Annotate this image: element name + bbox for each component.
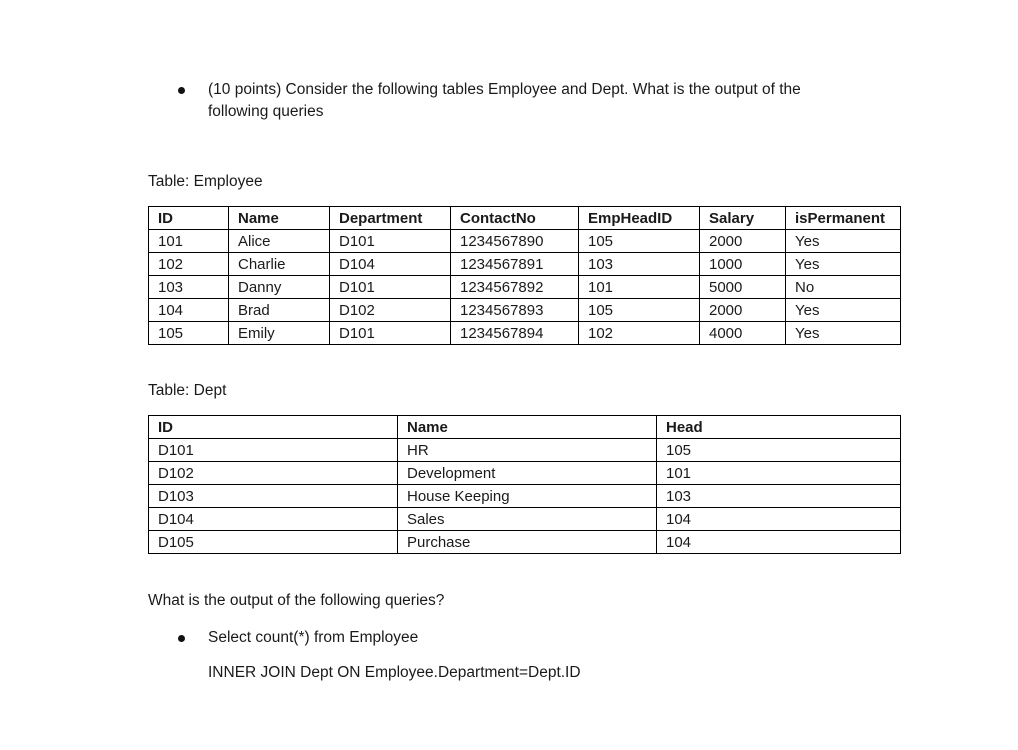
table-cell: D102 [149, 462, 398, 485]
table-cell: Yes [786, 322, 901, 345]
employee-header-row [149, 207, 901, 230]
column-header: Name [229, 207, 330, 230]
table-row [149, 276, 901, 299]
table-cell: 102 [579, 322, 700, 345]
table-row [149, 462, 901, 485]
table-cell: 1234567892 [451, 276, 579, 299]
table-cell: 103 [579, 253, 700, 276]
table-row [149, 322, 901, 345]
table-cell: D102 [330, 299, 451, 322]
table-cell: 2000 [700, 299, 786, 322]
table-cell: 4000 [700, 322, 786, 345]
query-line-2: INNER JOIN Dept ON Employee.Department=Dept.ID [208, 664, 581, 681]
bullet-icon [178, 635, 185, 642]
table-cell: Yes [786, 253, 901, 276]
table-cell: House Keeping [398, 485, 657, 508]
table-row [149, 485, 901, 508]
table-cell: 1234567890 [451, 230, 579, 253]
table-cell: D101 [330, 276, 451, 299]
dept-header-row [149, 416, 901, 439]
table-cell: Emily [229, 322, 330, 345]
column-header: Department [330, 207, 451, 230]
table-cell: D101 [330, 322, 451, 345]
table-cell: Development [398, 462, 657, 485]
table-row [149, 531, 901, 554]
column-header: ID [149, 207, 229, 230]
table-cell: 102 [149, 253, 229, 276]
column-header: isPermanent [786, 207, 901, 230]
table-cell: 5000 [700, 276, 786, 299]
table-cell: 1234567893 [451, 299, 579, 322]
table-cell: Danny [229, 276, 330, 299]
table-cell: Charlie [229, 253, 330, 276]
table-cell: 2000 [700, 230, 786, 253]
column-header: EmpHeadID [579, 207, 700, 230]
employee-table [148, 206, 901, 345]
column-header: Name [398, 416, 657, 439]
table-cell: D104 [330, 253, 451, 276]
table-row [149, 253, 901, 276]
table-cell: D104 [149, 508, 398, 531]
question-prompt: What is the output of the following queries? [148, 592, 445, 609]
table-cell: 105 [657, 439, 901, 462]
table-cell: Yes [786, 230, 901, 253]
employee-table-caption: Table: Employee [148, 173, 263, 190]
table-cell: Yes [786, 299, 901, 322]
table-cell: Alice [229, 230, 330, 253]
table-row [149, 439, 901, 462]
table-cell: 1000 [700, 253, 786, 276]
table-cell: 101 [149, 230, 229, 253]
query-line-1: Select count(*) from Employee [208, 629, 419, 646]
table-cell: 104 [657, 531, 901, 554]
table-cell: D103 [149, 485, 398, 508]
table-cell: 104 [149, 299, 229, 322]
table-cell: 1234567894 [451, 322, 579, 345]
column-header: Salary [700, 207, 786, 230]
table-cell: D101 [330, 230, 451, 253]
table-cell: 101 [657, 462, 901, 485]
table-row [149, 299, 901, 322]
table-cell: Purchase [398, 531, 657, 554]
table-cell: 101 [579, 276, 700, 299]
table-cell: 105 [579, 230, 700, 253]
column-header: Head [657, 416, 901, 439]
table-cell: HR [398, 439, 657, 462]
table-cell: 1234567891 [451, 253, 579, 276]
table-cell: Brad [229, 299, 330, 322]
table-cell: Sales [398, 508, 657, 531]
table-cell: 103 [657, 485, 901, 508]
table-cell: D105 [149, 531, 398, 554]
table-cell: No [786, 276, 901, 299]
question-line-1: (10 points) Consider the following tables Employee and Dept. What is the output of the [208, 81, 801, 98]
column-header: ID [149, 416, 398, 439]
table-cell: 103 [149, 276, 229, 299]
dept-table [148, 415, 901, 554]
dept-table-caption: Table: Dept [148, 382, 227, 399]
column-header: ContactNo [451, 207, 579, 230]
question-line-2: following queries [208, 103, 324, 120]
bullet-icon [178, 87, 185, 94]
table-cell: 105 [149, 322, 229, 345]
table-row [149, 230, 901, 253]
table-cell: 105 [579, 299, 700, 322]
table-row [149, 508, 901, 531]
table-cell: D101 [149, 439, 398, 462]
table-cell: 104 [657, 508, 901, 531]
